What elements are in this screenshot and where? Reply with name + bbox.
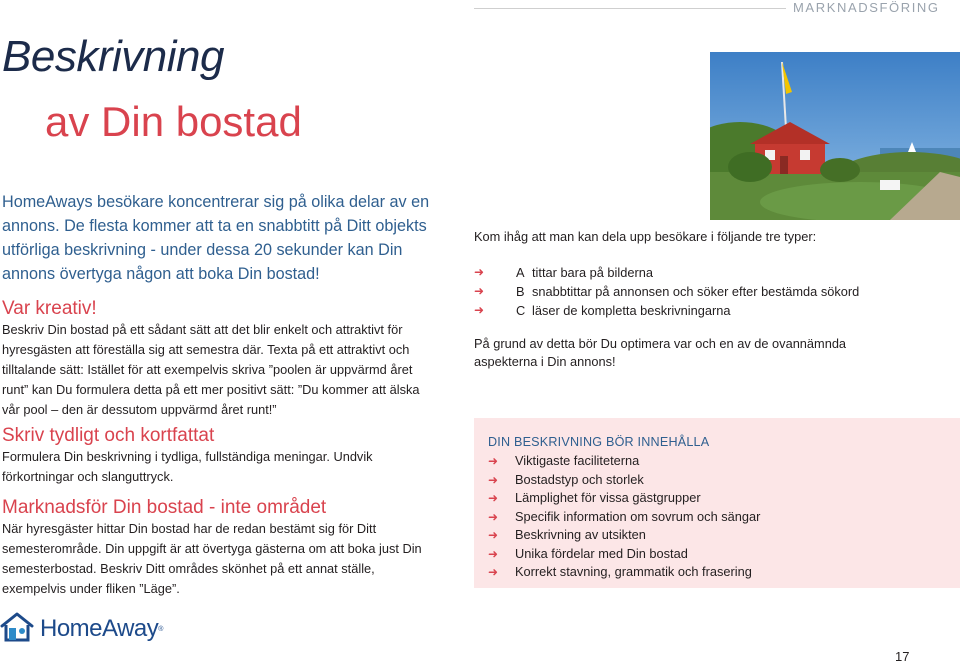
optimize-note: På grund av detta bör Du optimera var och en av de ovannämnda aspekterna i Din annons! — [474, 336, 847, 369]
type-text: tittar bara på bilderna — [532, 265, 653, 280]
section-body: Formulera Din beskrivning i tydliga, fullständiga meningar. Undvik förkortningar och slanguttryck. — [2, 449, 373, 484]
section-body: Beskriv Din bostad på ett sådant sätt att det blir enkelt och attraktivt för hyresgästen att föreställa sig att semestra där. Texta på ett attraktivt och tilltalande sätt: Istället för att exempelvis skriva ”poolen är uppvärmd året runt” kan Du formulera detta på ett mer positivt sätt: ”Du kommer att älska vår pool – den är dessutom uppvärmd året runt!” — [2, 322, 420, 417]
checklist-item: Beskrivning av utsikten — [515, 527, 646, 542]
section-market — [2, 497, 432, 599]
page-number: 17 — [895, 649, 910, 664]
arrow-right-icon: ➜ — [488, 565, 499, 579]
type-letter: B — [516, 284, 525, 299]
checklist-item: Bostadstyp och storlek — [515, 471, 644, 487]
list-item — [488, 489, 760, 508]
section-heading: Marknadsför Din bostad - inte området — [2, 497, 327, 518]
list-item — [488, 526, 760, 545]
intro-paragraph: HomeAways besökare koncentrerar sig på olika delar av en annons. De flesta kommer att ta en snabbtitt på Ditt objekts utförliga beskrivning - under dessa 20 sekunder kan Din annons övertyga någon att boka Din bostad! — [2, 193, 430, 283]
page-title-line2: av Din bostad — [45, 98, 302, 145]
checklist-item: Viktigaste faciliteterna — [515, 453, 640, 468]
visitor-types-list — [474, 263, 859, 320]
section-label: MARKNADSFÖRING — [793, 0, 940, 15]
arrow-right-icon: ➜ — [474, 284, 485, 298]
list-item — [488, 452, 760, 471]
list-item — [474, 282, 859, 301]
arrow-right-icon: ➜ — [488, 472, 499, 487]
list-item — [488, 563, 760, 582]
type-letter: A — [516, 265, 525, 280]
page-title-line1: Beskrivning — [2, 32, 224, 81]
checklist-title: DIN BESKRIVNING BÖR INNEHÅLLA — [488, 435, 710, 449]
checklist-item: Specifik information om sovrum och sängar — [515, 508, 761, 524]
type-letter: C — [516, 303, 526, 318]
header-rule — [474, 8, 786, 9]
list-item — [474, 263, 859, 282]
list-item — [488, 508, 760, 527]
arrow-right-icon: ➜ — [488, 509, 499, 524]
section-heading: Var kreativ! — [2, 298, 97, 319]
arrow-right-icon: ➜ — [488, 528, 499, 542]
checklist-item: Korrekt stavning, grammatik och frasering — [515, 564, 752, 579]
arrow-right-icon: ➜ — [474, 265, 485, 279]
house-photo — [710, 52, 960, 220]
list-item — [488, 471, 760, 490]
arrow-right-icon: ➜ — [488, 491, 499, 505]
checklist-item: Lämplighet för vissa gästgrupper — [515, 490, 701, 505]
visitor-types-intro: Kom ihåg att man kan dela upp besökare i följande tre typer: — [474, 229, 817, 244]
homeaway-logo — [0, 611, 163, 647]
section-clear — [2, 425, 422, 487]
arrow-right-icon: ➜ — [474, 303, 485, 317]
arrow-right-icon: ➜ — [488, 454, 499, 468]
checklist-item: Unika fördelar med Din bostad — [515, 545, 688, 561]
list-item — [488, 545, 760, 564]
list-item — [474, 301, 859, 320]
type-text: läser de kompletta beskrivningarna — [532, 303, 731, 318]
section-creative — [2, 298, 432, 420]
arrow-right-icon: ➜ — [488, 546, 499, 561]
logo-registered-mark: ® — [158, 625, 164, 633]
logo-wordmark: HomeAway — [40, 615, 159, 642]
house-logo-icon — [0, 611, 34, 648]
checklist-list — [488, 452, 760, 582]
section-body: När hyresgäster hittar Din bostad har de redan bestämt sig för Ditt semesterområde. Din uppgift är att övertyga gästerna om att boka just Din semesterbostad. Beskriv Ditt områdes skönhet på ett annat ställe, exempelvis under fliken ”Läge”. — [2, 521, 422, 596]
type-text: snabbtittar på annonsen och söker efter bestämda sökord — [532, 284, 860, 299]
section-heading: Skriv tydligt och kortfattat — [2, 425, 215, 446]
